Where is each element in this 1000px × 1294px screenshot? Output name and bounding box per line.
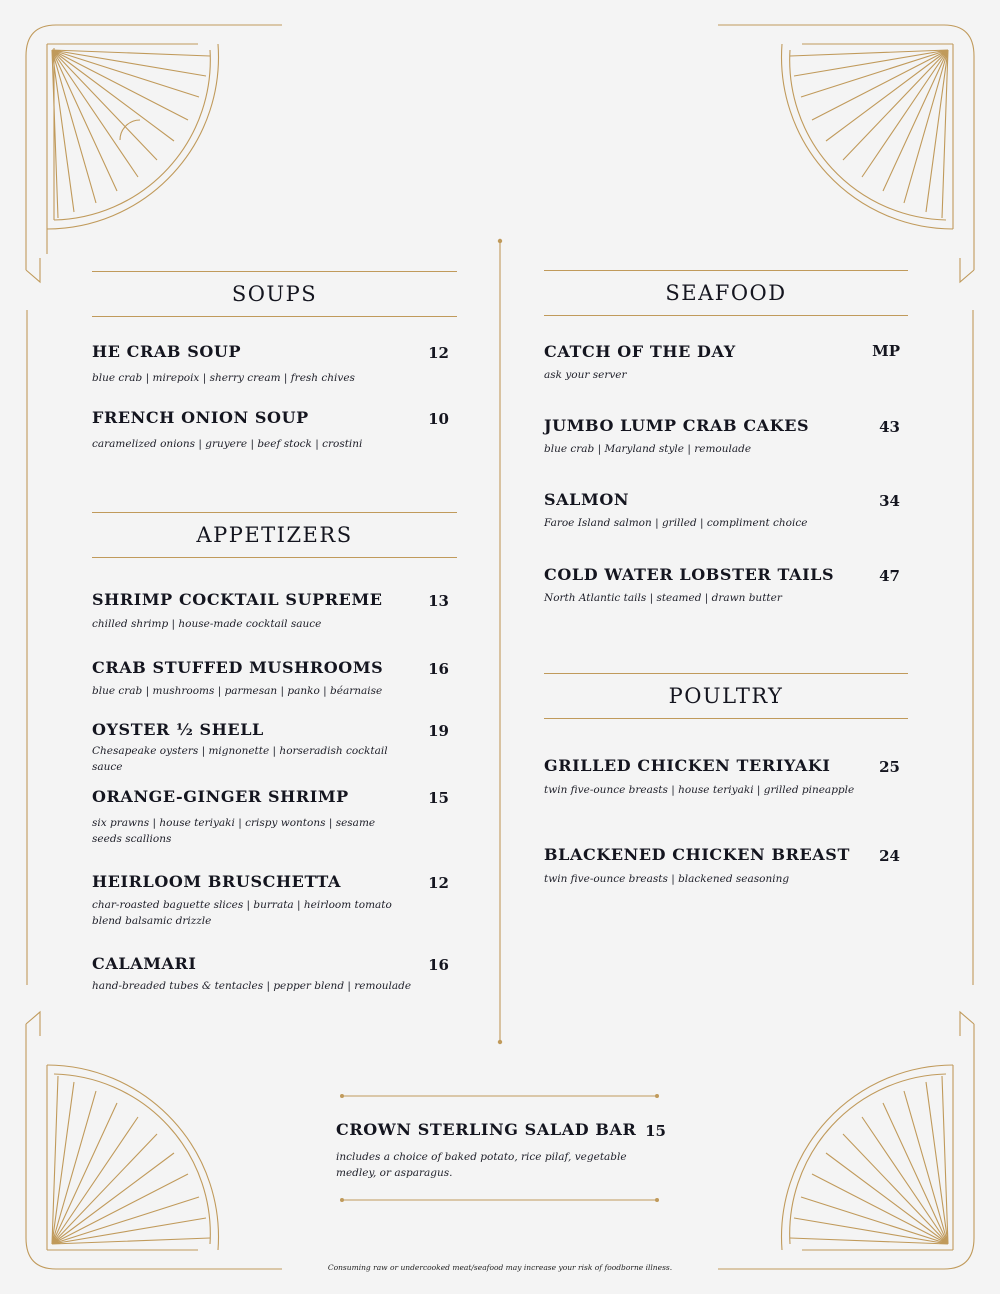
item-name: JUMBO LUMP CRAB CAKES (544, 416, 810, 435)
item-name: CATCH OF THE DAY (544, 342, 736, 361)
menu-item (544, 490, 908, 531)
center-divider (498, 239, 502, 1044)
item-price: 34 (879, 492, 900, 510)
item-name: FRENCH ONION SOUP (92, 408, 309, 427)
menu-item (92, 590, 457, 632)
item-description: caramelized onions | gruyere | beef stock | crostini (92, 438, 363, 450)
menu-item (544, 756, 908, 798)
item-name: SHRIMP COCKTAIL SUPREME (92, 590, 383, 609)
item-name: HEIRLOOM BRUSCHETTA (92, 872, 342, 891)
item-name: CROWN STERLING SALAD BAR (336, 1120, 637, 1139)
item-name: BLACKENED CHICKEN BREAST (544, 845, 850, 864)
item-price: 24 (879, 847, 900, 865)
section-header-poultry (544, 673, 908, 719)
item-description: chilled shrimp | house-made cocktail sauce (92, 618, 322, 630)
section-title: SEAFOOD (665, 281, 787, 305)
menu-item (92, 954, 457, 994)
item-description: char-roasted baguette slices | burrata | heirloom tomato blend balsamic drizzle (92, 899, 392, 927)
item-description: ask your server (544, 369, 627, 381)
section-title: SOUPS (231, 282, 318, 306)
corner-ornament-top-right (718, 25, 974, 282)
item-name: SALMON (544, 490, 630, 509)
item-price: 12 (428, 344, 449, 362)
salad-bar-feature (336, 1120, 666, 1181)
item-description: blue crab | Maryland style | remoulade (544, 443, 752, 455)
item-price: MP (872, 342, 900, 360)
corner-ornament-bottom-left (26, 1012, 282, 1269)
menu-item (544, 342, 908, 383)
item-price: 43 (879, 418, 900, 436)
item-name: ORANGE-GINGER SHRIMP (92, 787, 349, 806)
item-name: COLD WATER LOBSTER TAILS (544, 565, 835, 584)
menu-item (92, 872, 457, 929)
menu-item (92, 658, 457, 699)
item-description: twin five-ounce breasts | house teriyaki | grilled pineapple (544, 784, 855, 796)
section-header-soups (92, 271, 457, 317)
item-price: 12 (428, 874, 449, 892)
item-name: GRILLED CHICKEN TERIYAKI (544, 756, 831, 775)
menu-item (92, 720, 457, 775)
item-price: 13 (428, 592, 449, 610)
item-description: six prawns | house teriyaki | crispy wontons | sesame seeds scallions (92, 817, 376, 845)
item-price: 47 (879, 567, 900, 585)
item-name: OYSTER ½ SHELL (92, 720, 264, 739)
section-header-seafood (544, 270, 908, 316)
item-price: 16 (428, 660, 449, 678)
item-name: CALAMARI (92, 954, 197, 973)
item-description: blue crab | mirepoix | sherry cream | fresh chives (92, 372, 355, 384)
item-price: 25 (879, 758, 900, 776)
item-name: HE CRAB SOUP (92, 342, 242, 361)
section-header-appetizers (92, 512, 457, 558)
corner-ornament-top-left (26, 25, 282, 282)
item-description: twin five-ounce breasts | blackened seasoning (544, 873, 790, 885)
item-price: 19 (428, 722, 449, 740)
item-price: 15 (645, 1122, 666, 1140)
item-price: 15 (428, 789, 449, 807)
item-description: hand-breaded tubes & tentacles | pepper blend | remoulade (92, 980, 412, 992)
menu-item (336, 1120, 666, 1181)
section-title: POULTRY (668, 684, 784, 708)
menu-item (92, 787, 457, 847)
corner-ornament-bottom-right (718, 1012, 974, 1269)
item-description: North Atlantic tails | steamed | drawn butter (544, 592, 782, 604)
item-description: blue crab | mushrooms | parmesan | panko | béarnaise (92, 685, 383, 697)
menu-item (544, 565, 908, 606)
menu-item (92, 408, 457, 452)
item-price: 16 (428, 956, 449, 974)
section-title: APPETIZERS (196, 523, 353, 547)
menu-item (92, 342, 457, 386)
menu-item (544, 845, 908, 887)
item-description: Chesapeake oysters | mignonette | horseradish cocktail sauce (92, 745, 388, 773)
item-description: includes a choice of baked potato, rice pilaf, vegetable medley, or asparagus. (336, 1151, 627, 1179)
health-advisory-footnote: Consuming raw or undercooked meat/seafood may increase your risk of foodborne illness. (327, 1263, 673, 1272)
item-price: 10 (428, 410, 449, 428)
item-name: CRAB STUFFED MUSHROOMS (92, 658, 384, 677)
item-description: Faroe Island salmon | grilled | compliment choice (544, 517, 808, 529)
menu-item (544, 416, 908, 457)
